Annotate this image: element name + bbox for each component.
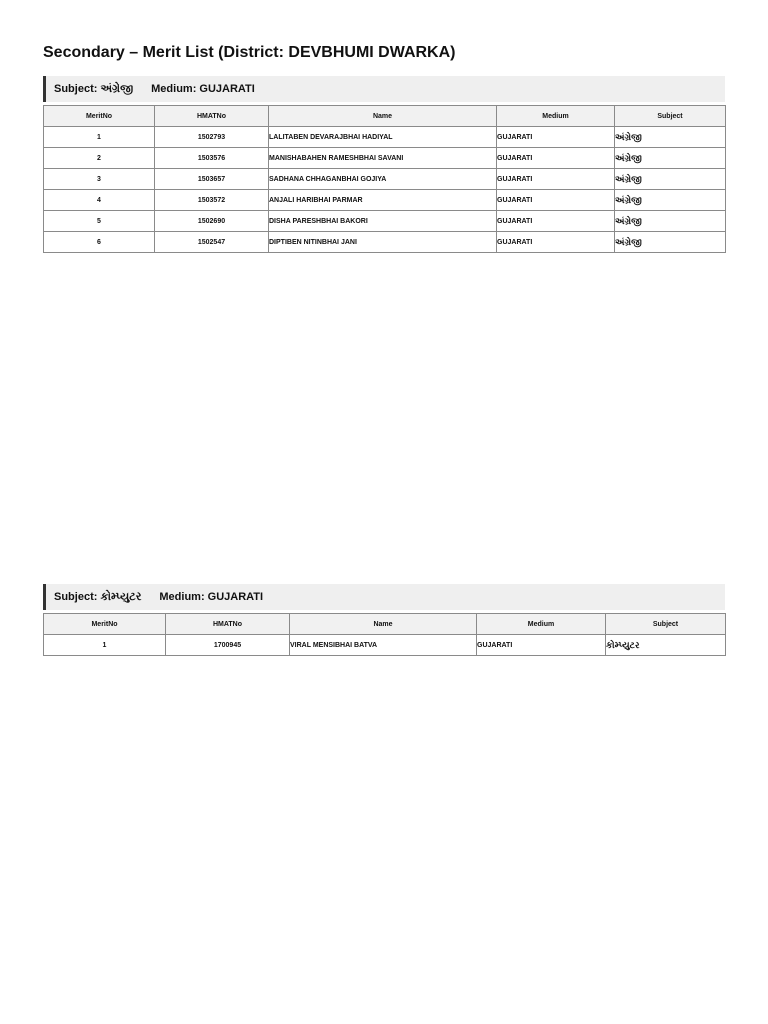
medium-label: Medium: GUJARATI: [151, 83, 255, 95]
column-header-meritno: MeritNo: [44, 106, 155, 127]
subject-cell: અંગ્રેજી: [615, 190, 726, 211]
merit-no-cell: 1: [44, 635, 166, 656]
table-row: [44, 190, 726, 211]
medium-cell: GUJARATI: [497, 190, 615, 211]
merit-no-cell: 6: [44, 232, 155, 253]
merit-table: [43, 105, 726, 253]
section-header: [43, 584, 725, 610]
column-header-medium: Medium: [477, 614, 606, 635]
hmat-no-cell: 1503657: [155, 169, 269, 190]
column-header-hmatno: HMATNo: [155, 106, 269, 127]
table-row: [44, 148, 726, 169]
table-row: [44, 169, 726, 190]
hmat-no-cell: 1502690: [155, 211, 269, 232]
page-title: Secondary – Merit List (District: DEVBHUMI DWARKA): [43, 44, 456, 61]
merit-table: [43, 613, 726, 656]
medium-cell: GUJARATI: [497, 232, 615, 253]
merit-no-cell: 3: [44, 169, 155, 190]
table-row: [44, 232, 726, 253]
column-header-subject: Subject: [606, 614, 726, 635]
medium-cell: GUJARATI: [497, 211, 615, 232]
hmat-no-cell: 1502547: [155, 232, 269, 253]
name-cell: DISHA PARESHBHAI BAKORI: [269, 211, 497, 232]
column-header-name: Name: [269, 106, 497, 127]
hmat-no-cell: 1503576: [155, 148, 269, 169]
name-cell: VIRAL MENSIBHAI BATVA: [290, 635, 477, 656]
column-header-medium: Medium: [497, 106, 615, 127]
subject-cell: અંગ્રેજી: [615, 148, 726, 169]
subject-label: Subject: અંગ્રેજી: [54, 82, 134, 95]
table-header-row: [44, 614, 726, 635]
column-header-name: Name: [290, 614, 477, 635]
merit-section-english: [43, 76, 725, 253]
medium-cell: GUJARATI: [497, 127, 615, 148]
hmat-no-cell: 1700945: [166, 635, 290, 656]
subject-cell: કોમ્પ્યુટર: [606, 635, 726, 656]
table-row: [44, 635, 726, 656]
name-cell: SADHANA CHHAGANBHAI GOJIYA: [269, 169, 497, 190]
subject-label: Subject: કોમ્પ્યુટર: [54, 590, 142, 603]
hmat-no-cell: 1503572: [155, 190, 269, 211]
column-header-meritno: MeritNo: [44, 614, 166, 635]
medium-cell: GUJARATI: [497, 169, 615, 190]
medium-cell: GUJARATI: [477, 635, 606, 656]
subject-cell: અંગ્રેજી: [615, 232, 726, 253]
subject-cell: અંગ્રેજી: [615, 169, 726, 190]
name-cell: MANISHABAHEN RAMESHBHAI SAVANI: [269, 148, 497, 169]
name-cell: ANJALI HARIBHAI PARMAR: [269, 190, 497, 211]
subject-cell: અંગ્રેજી: [615, 127, 726, 148]
table-row: [44, 127, 726, 148]
name-cell: LALITABEN DEVARAJBHAI HADIYAL: [269, 127, 497, 148]
table-row: [44, 211, 726, 232]
merit-section-computer: [43, 584, 725, 656]
section-header: [43, 76, 725, 102]
merit-no-cell: 1: [44, 127, 155, 148]
medium-label: Medium: GUJARATI: [159, 591, 264, 603]
merit-no-cell: 4: [44, 190, 155, 211]
hmat-no-cell: 1502793: [155, 127, 269, 148]
subject-cell: અંગ્રેજી: [615, 211, 726, 232]
medium-cell: GUJARATI: [497, 148, 615, 169]
column-header-subject: Subject: [615, 106, 726, 127]
table-header-row: [44, 106, 726, 127]
merit-no-cell: 2: [44, 148, 155, 169]
name-cell: DIPTIBEN NITINBHAI JANI: [269, 232, 497, 253]
merit-no-cell: 5: [44, 211, 155, 232]
column-header-hmatno: HMATNo: [166, 614, 290, 635]
